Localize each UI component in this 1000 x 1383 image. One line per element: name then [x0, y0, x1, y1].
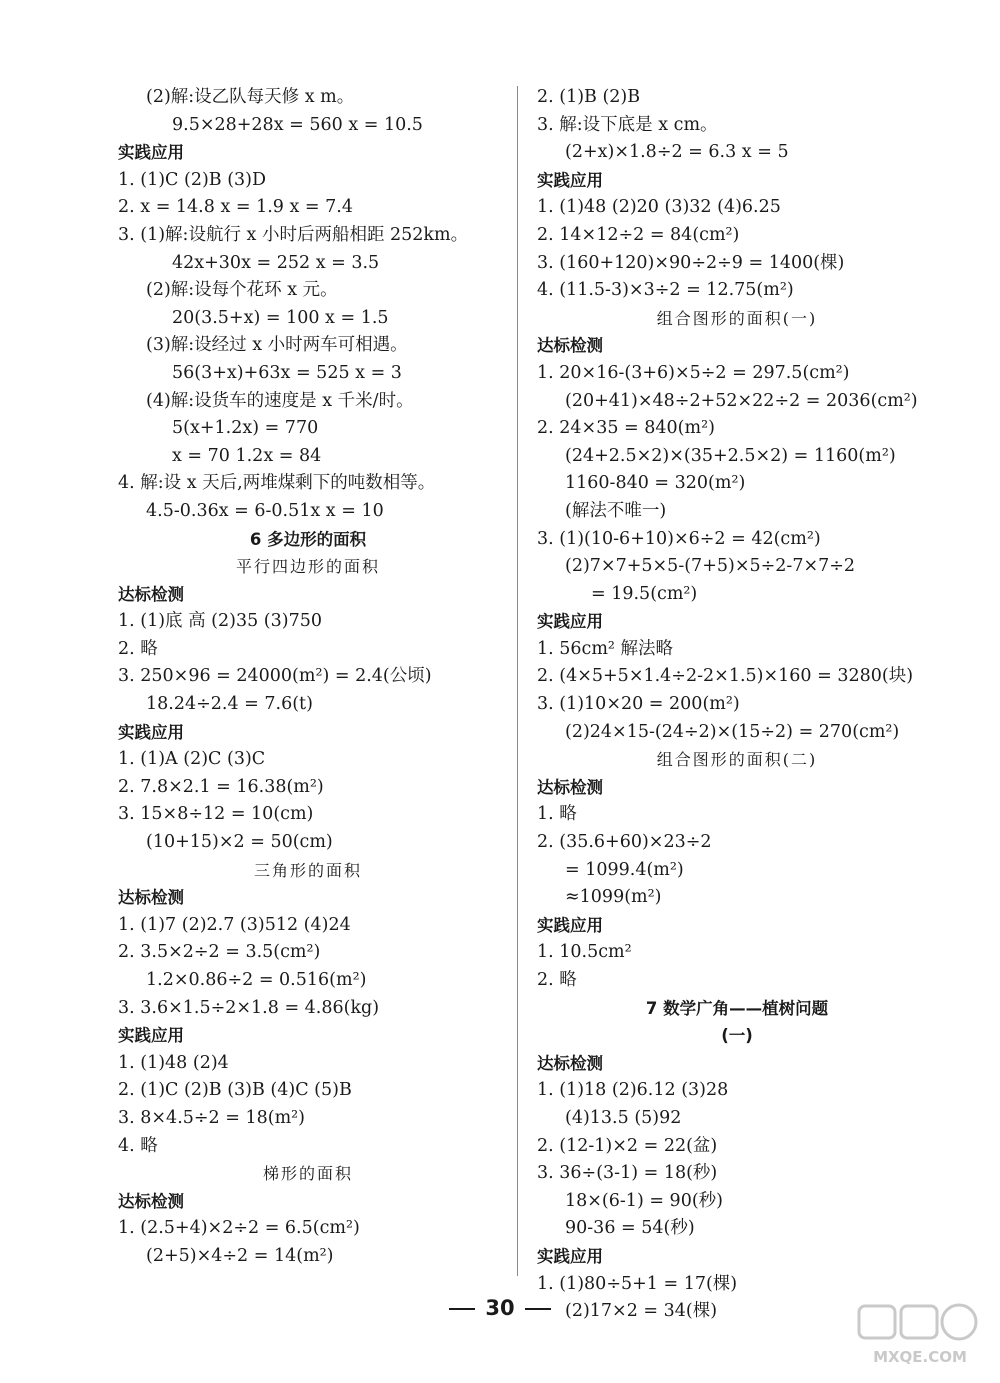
section-heading: (一): [721, 1026, 753, 1046]
answer-line: 18.24÷2.4 = 7.6(t): [146, 694, 313, 715]
answer-line: 2. 略: [118, 638, 158, 659]
answer-line: (解法不唯一): [565, 500, 667, 521]
answer-line: 4. 解:设 x 天后,两堆煤剩下的吨数相等。: [118, 473, 436, 494]
subsection-title: 梯形的面积: [262, 1164, 353, 1184]
left-column: [118, 84, 498, 1271]
answer-line: 1. 10.5cm²: [537, 942, 632, 963]
answer-line: 3. 250×96 = 24000(m²) = 2.4(公顷): [118, 666, 432, 687]
answer-line: (2)7×7+5×5-(7+5)×5÷2-7×7÷2: [565, 556, 856, 577]
answer-line: 2. 24×35 = 840(m²): [537, 418, 715, 439]
dash-left: [449, 1308, 475, 1310]
answer-line: 1. 略: [537, 804, 577, 825]
answer-line: 3. (160+120)×90÷2÷9 = 1400(棵): [537, 252, 845, 273]
answer-line: 2. 略: [537, 970, 577, 990]
answer-line: 2. 7.8×2.1 = 16.38(m²): [118, 776, 324, 797]
section-heading: 实践应用: [537, 1246, 603, 1266]
answer-line: (4)13.5 (5)92: [565, 1107, 682, 1128]
answer-line: 2. (1)B (2)B: [537, 87, 641, 107]
answer-line: 56(3+x)+63x = 525 x = 3: [172, 362, 402, 383]
answer-line: 20(3.5+x) = 100 x = 1.5: [172, 307, 389, 328]
section-heading: 实践应用: [537, 612, 603, 632]
answer-line: 3. (1)(10-6+10)×6÷2 = 42(cm²): [537, 528, 821, 549]
answer-line: 4.5-0.36x = 6-0.51x x = 10: [146, 500, 384, 521]
column-divider: [517, 86, 518, 1276]
answer-line: 4. (11.5-3)×3÷2 = 12.75(m²): [537, 280, 794, 301]
answer-line: 1. (1)18 (2)6.12 (3)28: [537, 1080, 729, 1101]
answer-line: (10+15)×2 = 50(cm): [146, 832, 333, 853]
answer-line: 3. (1)解:设航行 x 小时后两船相距 252km。: [118, 224, 469, 245]
section-heading: 实践应用: [118, 143, 184, 163]
subsection-title: 组合图形的面积(一): [656, 308, 818, 328]
answer-line: 1. (1)底 高 (2)35 (3)750: [118, 611, 322, 632]
answer-line: 2. (35.6+60)×23÷2: [537, 832, 712, 853]
answer-line: 3. 15×8÷12 = 10(cm): [118, 804, 314, 825]
answer-line: 90-36 = 54(秒): [565, 1218, 695, 1239]
answer-line: 42x+30x = 252 x = 3.5: [172, 252, 380, 273]
answer-line: (2)解:设每个花环 x 元。: [146, 280, 338, 301]
answer-line: 2. x = 14.8 x = 1.9 x = 7.4: [118, 197, 353, 218]
answer-line: (2+x)×1.8÷2 = 6.3 x = 5: [565, 142, 789, 163]
right-column: [537, 84, 937, 1326]
answer-line: 18×(6-1) = 90(秒): [565, 1190, 723, 1211]
section-heading: 达标检测: [537, 336, 603, 356]
answer-line: = 19.5(cm²): [591, 583, 698, 604]
section-heading: 达标检测: [537, 777, 603, 797]
answer-line: 2. (12-1)×2 = 22(盆): [537, 1135, 718, 1156]
answer-line: 1. (1)80÷5+1 = 17(棵): [537, 1273, 738, 1294]
watermark-text: MXQE.COM: [873, 1348, 967, 1366]
answer-line: 1. (1)48 (2)4: [118, 1052, 229, 1073]
subsection-title: 组合图形的面积(二): [656, 750, 818, 770]
answer-line: 4. 略: [118, 1135, 158, 1156]
answer-line: 3. 8×4.5÷2 = 18(m²): [118, 1107, 306, 1128]
answer-line: (3)解:设经过 x 小时两车可相遇。: [146, 335, 408, 356]
answer-line: 3. 3.6×1.5÷2×1.8 = 4.86(kg): [118, 997, 380, 1018]
subsection-title: 平行四边形的面积: [235, 557, 380, 577]
answer-line: (2)17×2 = 34(棵): [565, 1301, 718, 1322]
answer-line: 3. 解:设下底是 x cm。: [537, 114, 718, 135]
answer-line: 3. (1)10×20 = 200(m²): [537, 694, 740, 715]
section-heading: 达标检测: [118, 888, 184, 908]
answer-line: 2. (4×5+5×1.4÷2-2×1.5)×160 = 3280(块): [537, 666, 914, 687]
answer-line: x = 70 1.2x = 84: [172, 445, 322, 466]
answer-line: = 1099.4(m²): [565, 859, 684, 880]
answer-line: (2)解:设乙队每天修 x m。: [146, 87, 355, 107]
answer-line: (24+2.5×2)×(35+2.5×2) = 1160(m²): [565, 445, 896, 466]
section-heading: 7 数学广角——植树问题: [645, 998, 829, 1018]
answer-line: 1. (1)A (2)C (3)C: [118, 749, 266, 770]
section-heading: 达标检测: [118, 1191, 184, 1211]
answer-line: 1. 56cm² 解法略: [537, 638, 674, 659]
watermark-logo: [855, 1300, 985, 1370]
answer-line: 1160-840 = 320(m²): [565, 473, 746, 494]
page-number: 30: [485, 1296, 515, 1320]
answer-line: 2. 3.5×2÷2 = 3.5(cm²): [118, 942, 321, 963]
section-heading: 实践应用: [118, 1026, 184, 1046]
section-heading: 达标检测: [537, 1053, 603, 1073]
answer-line: ≈1099(m²): [565, 887, 662, 908]
answer-line: 2. (1)C (2)B (3)B (4)C (5)B: [118, 1080, 352, 1101]
answer-line: 1.2×0.86÷2 = 0.516(m²): [146, 970, 367, 990]
answer-line: 1. (2.5+4)×2÷2 = 6.5(cm²): [118, 1218, 360, 1239]
page-number-row: [0, 1296, 1000, 1320]
answer-line: 1. (1)7 (2)2.7 (3)512 (4)24: [118, 914, 351, 935]
answer-line: 9.5×28+28x = 560 x = 10.5: [172, 114, 423, 135]
answer-line: (2)24×15-(24÷2)×(15÷2) = 270(cm²): [565, 721, 900, 742]
section-heading: 实践应用: [537, 915, 603, 935]
answer-line: (2+5)×4÷2 = 14(m²): [146, 1245, 334, 1266]
section-heading: 实践应用: [537, 170, 603, 190]
section-heading: 实践应用: [118, 722, 184, 742]
answer-line: 1. 20×16-(3+6)×5÷2 = 297.5(cm²): [537, 362, 850, 383]
section-heading: 达标检测: [118, 584, 184, 604]
answer-line: 1. (1)48 (2)20 (3)32 (4)6.25: [537, 197, 781, 218]
section-heading: 6 多边形的面积: [249, 529, 367, 549]
answer-line: (4)解:设货车的速度是 x 千米/时。: [146, 390, 414, 411]
answer-line: 3. 36÷(3-1) = 18(秒): [537, 1163, 718, 1184]
answer-line: 2. 14×12÷2 = 84(cm²): [537, 224, 740, 245]
answer-line: 5(x+1.2x) = 770: [172, 418, 319, 439]
subsection-title: 三角形的面积: [253, 860, 362, 880]
dash-right: [525, 1308, 551, 1310]
answer-line: (20+41)×48÷2+52×22÷2 = 2036(cm²): [565, 390, 918, 411]
answer-line: 1. (1)C (2)B (3)D: [118, 169, 267, 190]
